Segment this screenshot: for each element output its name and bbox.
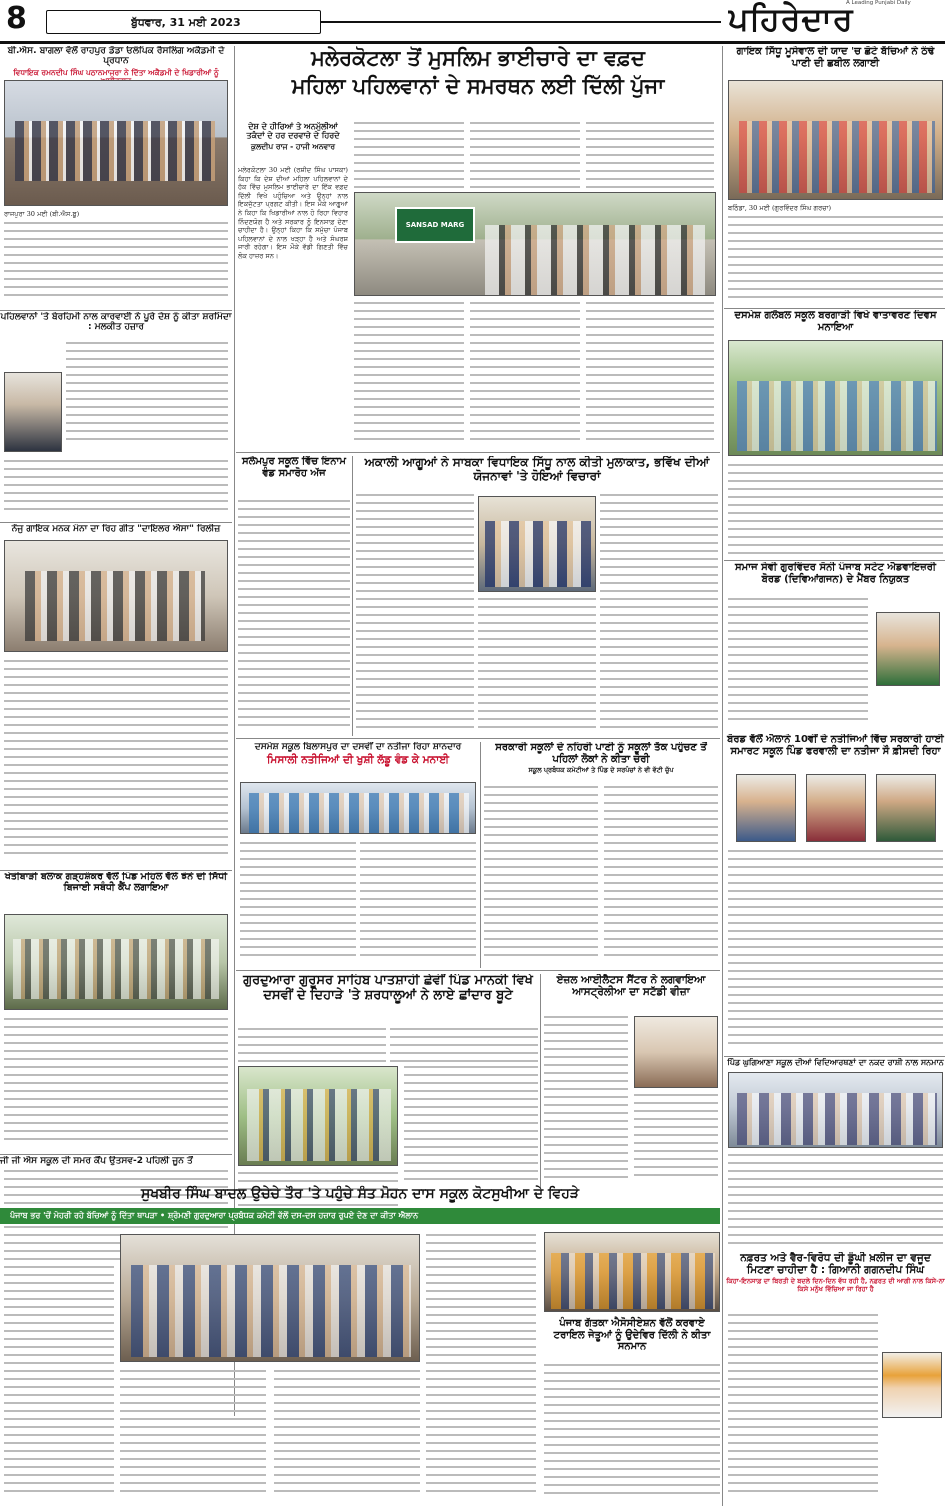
masthead (0, 0, 945, 44)
right-story-6 (726, 1252, 945, 1506)
lead-byline: ਕੁਲਦੀਪ ਰਾਜ - ਹਾਜੀ ਅਨਵਾਰ (250, 142, 336, 152)
left4-headline: ਖੇਤੀਬਾੜੀ ਬਲਾਕ ਗੜ੍ਹਸ਼ੰਕਰ ਵੱਲੋਂ ਪਿੰਡ ਮਹਿਲ ਵੱਲੇ ਝੋਨੇ ਦੀ ਸਿੱਧੀ ਬਿਜਾਈ ਸਬੰਧੀ ਕੈਂਪ ਲਗਾਇਆ (4, 872, 228, 893)
dashmesh-story (238, 742, 478, 968)
chhabil-children-photo (728, 80, 943, 200)
banner-sub-bar (0, 1208, 720, 1224)
akali-headline: ਅਕਾਲੀ ਆਗੂਆਂ ਨੇ ਸਾਬਕਾ ਵਿਧਾਇਕ ਸਿੱਧੂ ਨਾਲ ਕੀਤੀ ਮੁਲਾਕਾਤ, ਭਵਿੱਖ ਦੀਆਂ ਯੋਜਨਾਵਾਂ 'ਤੇ ਹੋਇਆਂ ਵਿਚਾਰਾਂ (364, 456, 710, 483)
visa-holder-photo (634, 1016, 718, 1088)
page-number: 8 (6, 2, 27, 36)
lead-headline-line2: ਮਹਿਲਾ ਪਹਿਲਵਾਨਾਂ ਦੇ ਸਮਰਥਨ ਲਈ ਦਿੱਲੀ ਪੁੱਜਾ (291, 74, 665, 99)
masthead-rule (321, 21, 721, 23)
lead-body: ਮਲੇਰਕੋਟਲਾ 30 ਮਈ (ਰਸ਼ੀਦ ਸਿੰਘ ਪਾਸਕਾ) ਕਿਹਾ ਕਿ ਦੇਸ਼ ਦੀਆਂ ਮਹਿਲਾ ਪਹਿਲਵਾਨਾਂ ਦੇ ਹੱਕ ਵਿੱਚ ਮੁਸਲਿਮ ਭਾਈਚਾਰੇ ਦਾ ਇੱਕ ਵਫ਼ਦ ਦਿੱਲੀ ਵਿਖੇ ਪਹੁੰਚਿਆ ਅਤੇ ਉਨ੍ਹਾਂ ਨਾਲ ਇਕਜੁੱਟਤਾ ਪ੍ਰਗਟ ਕੀਤੀ। ਇਸ ਮੌਕੇ ਆਗੂਆਂ ਨੇ ਕਿਹਾ ਕਿ ਖਿਡਾਰੀਆਂ ਨਾਲ ਹੋ ਰਿਹਾ ਵਿਹਾਰ ਨਿੰਦਣਯੋਗ ਹੈ ਅਤੇ ਸਰਕਾਰ ਨੂੰ ਇਨਸਾਫ਼ ਦੇਣਾ ਚਾਹੀਦਾ ਹੈ। ਉਨ੍ਹਾਂ ਕਿਹਾ ਕਿ ਸਮੁੱਚਾ ਪੰਜਾਬ ਪਹਿਲਵਾਨਾਂ ਦੇ ਨਾਲ ਖੜ੍ਹਾ ਹੈ ਅਤੇ ਸੰਘਰਸ਼ ਜਾਰੀ ਰਹੇਗਾ। ਇਸ ਮੌਕੇ ਵੱਡੀ ਗਿਣਤੀ ਵਿੱਚ ਲੋਕ ਹਾਜ਼ਰ ਸਨ। (238, 166, 348, 260)
right-story-4 (726, 734, 945, 1054)
left-story-1 (0, 46, 232, 308)
topper-photo-2 (806, 774, 866, 842)
right-story-5 (726, 1058, 945, 1250)
mid1-headline: ਸਲੇਮਪੁਰ ਸਕੂਲ ਵਿੱਚ ਇਨਾਮ ਵੰਡ ਸਮਾਰੋਹ ਅੱਜ (242, 456, 346, 479)
right-story-3 (726, 562, 945, 732)
right6-headline: ਨਫ਼ਰਤ ਅਤੇ ਵੈਰ-ਵਿਰੋਧ ਦੀ ਡੂੰਘੀ ਖ਼ਲੀਜ ਦਾ ਵਜੂਦ ਮਿਟਣਾ ਚਾਹੀਦਾ ਹੈ : ਗਿਆਨੀ ਗਗਨਦੀਪ ਸਿੰਘ (740, 1252, 931, 1277)
sukhbir-school-photo (120, 1234, 420, 1362)
date-bar (46, 10, 321, 34)
right1-headline: ਗਾਇਕ ਸਿੱਧੂ ਮੂਸੇਵਾਲ ਦੀ ਯਾਦ 'ਚ ਛੋਟੇ ਬੱਚਿਆਂ ਨੇ ਠੰਢੇ ਪਾਣੀ ਦੀ ਛਬੀਲ ਲਗਾਈ (736, 46, 935, 69)
gatka-story (544, 1230, 720, 1506)
singer-song-release-photo (4, 540, 228, 652)
giani-gagandeep-photo (882, 1352, 942, 1418)
date-text: ਬੁੱਧਵਾਰ, 31 ਮਈ 2023 (131, 16, 241, 29)
dashmesh-headline: ਦਸਮੇਸ਼ ਸਕੂਲ ਬਿਲਾਸਪੁਰ ਦਾ ਦਸਵੀਂ ਦਾ ਨਤੀਜਾ ਰਿਹਾ ਸ਼ਾਨਦਾਰ (254, 742, 462, 752)
banner-headline: ਸੁਖਬੀਰ ਸਿੰਘ ਬਾਦਲ ਉਚੇਚੇ ਤੌਰ 'ਤੇ ਪਹੁੰਚੇ ਸੰਤ ਮੋਹਨ ਦਾਸ ਸਕੂਲ ਕੋਟਸੁਖੀਆ ਦੇ ਵਿਹੜੇ (140, 1186, 580, 1202)
lead-sub-headline: ਦੇਸ਼ ਦੇ ਹੀਰਿਆਂ ਤੇ ਅਨਮੁੱਲੀਆਂ ਤਕੰਦਾਂ ਦੇ ਹਰ ਦਰਵਾਜ਼ੇ ਦੇ ਹਿਰਦੇ (246, 122, 340, 141)
left2-headline: ਪਹਿਲਵਾਨਾਂ 'ਤੇ ਬੇਰਹਿਮੀ ਨਾਲ ਕਾਰਵਾਈ ਨੇ ਪੂਰੇ ਦੇਸ਼ ਨੂੰ ਕੀਤਾ ਸ਼ਰਮਿੰਦਾ : ਮਲਕੀਤ ਹਜ਼ਾਰ (0, 312, 232, 333)
gatka-headline: ਪੰਜਾਬ ਗੱਤਕਾ ਐਸੋਸੀਏਸ਼ਨ ਵੱਲੋਂ ਕਰਵਾਏ ਟਰਾਇਲ ਜੇਤੂਆਂ ਨੂੰ ਉਦੇਵਿਰ ਦਿੱਲੀ ਨੇ ਕੀਤਾ ਸਨਮਾਨ (553, 1318, 711, 1352)
left1-body: ਰਾਜਪੁਰਾ 30 ਮਈ (ਬੀ.ਐਸ.ਬੂ) (4, 210, 80, 218)
left5-headline: ਜੀ ਜੀ ਐਸ ਸਕੂਲ ਦੀ ਸਮਰ ਕੈਂਪ ਉਤਸਵ-2 ਪਹਿਲੀ ਜੂਨ ਤੋਂ (0, 1156, 193, 1166)
left1-sub: ਵਿਧਾਇਕ ਰਮਨਦੀਪ ਸਿੰਘ ਪਠਾਨਮਾਜਰਾ ਨੇ ਦਿੱਤਾ ਅਕੈਡਮੀ ਦੇ ਖਿਡਾਰੀਆਂ ਨੂੰ (13, 67, 219, 77)
right-story-2-body (726, 462, 945, 558)
sukhbir-story (0, 1230, 540, 1506)
dashmesh-sub: ਮਿਸਾਲੀ ਨਤੀਜਿਆਂ ਦੀ ਖੁਸ਼ੀ ਲੱਡੂ ਵੰਡ ਕੇ ਮਨਾਈ (267, 754, 449, 767)
ghugiana-students-photo (728, 1072, 943, 1148)
schools-headline: ਸਰਕਾਰੀ ਸਕੂਲਾਂ ਦੇ ਨਹਿਰੀ ਪਾਣੀ ਨੂੰ ਸਕੂਲਾਂ ਤੱਕ ਪਹੁੰਚਣ ਤੋਂ ਪਹਿਲਾਂ ਲੋਕਾਂ ਨੇ ਕੀਤਾ ਚੋਰੀ (495, 742, 707, 765)
left-story-4 (0, 872, 232, 1152)
sansad-marg-sign (395, 207, 475, 243)
right-story-2 (726, 310, 945, 460)
farmers-camp-photo (4, 914, 228, 1010)
left-story-2 (0, 312, 232, 520)
sukhbir-banner (0, 1184, 720, 1228)
lead-story (238, 46, 718, 450)
right1-dateline: ਬਠਿੰਡਾ, 30 ਮਈ (ਗੁਰਵਿੰਦਰ ਸਿੰਘ ਗਰਚਾ) (728, 204, 832, 212)
topper-photo-3 (876, 774, 936, 842)
gatka-winners-photo (544, 1232, 720, 1312)
left-story-3 (0, 524, 232, 868)
sign-label: SANSAD MARG (405, 221, 465, 229)
right2-headline: ਦਸਮੇਸ਼ ਗਲੋਬਲ ਸਕੂਲ ਬਰਗਾੜੀ ਵਿਖੇ ਵਾਤਾਵਰਣ ਦਿਵਸ ਮਨਾਇਆ (734, 310, 937, 333)
gurdwara-headline: ਗੁਰਦੁਆਰਾ ਗੁਰੂਸਰ ਸਾਹਿਬ ਪਾਤਸ਼ਾਹੀ ਛੇਵੀਂ ਪਿੰਡ ਮਾਨਕੀ ਵਿਖੇ ਦਸਵੀਂ ਦੇ ਦਿਹਾੜੇ 'ਤੇ ਸ਼ਰਧਾਲੂਆਂ ਨੇ ਲਾਏ ਛਾਂਦਾਰ ਬੂਟੇ (243, 974, 533, 1003)
wrestlers-group-photo (4, 80, 228, 206)
right-story-1 (726, 46, 945, 306)
environment-day-photo (728, 340, 943, 456)
ielts-headline: ਏਜ਼ਲ ਆਈਲੈਟਸ ਸੈਂਟਰ ਨੇ ਲਗਵਾਇਆ ਆਸਟ੍ਰੇਲੀਆ ਦਾ ਸਟੱਡੀ ਵੀਜ਼ਾ (556, 974, 706, 999)
canal-water-story (484, 742, 718, 968)
right6-sub: ਕਿਹਾ-ਇਨਸਾਫ਼ ਦਾ ਬਿਰਤੀ ਦੇ ਬਦਲੇ ਦਿਨ-ਦਿਨ ਵੱਧ ਰਹੀ ਹੈ, ਨਫ਼ਰਤ ਦੀ ਆਗੀ ਨਾਲ ਕਿਸੇ-ਨਾ ਕਿਸੇ ਮਨੁੱਖ ਵਿੱਚਿਆ ਜਾ ਰਿਹਾ ਹੈ (726, 1277, 945, 1293)
ielts-story (544, 974, 718, 1188)
salempur-story (238, 456, 350, 736)
left1-headline: ਬੀ.ਐਸ. ਬਾਗਲਾ ਵੱਲੋਂ ਰਾਹਪੁਰ ਡੋਡਾ ਓਲੰਪਿਕ ਰੈਸਲਿੰਗ ਅਕੈਡਮੀ ਦੇ ਪ੍ਰਧਾਨ (7, 46, 225, 67)
delhi-delegation-photo (354, 192, 716, 296)
lead-deck (238, 122, 348, 152)
akali-story (356, 456, 718, 736)
akali-meeting-photo (478, 496, 596, 592)
lead-headline-line1: ਮਲੇਰਕੋਟਲਾ ਤੋਂ ਮੁਸਲਿਮ ਭਾਈਚਾਰੇ ਦਾ ਵਫ਼ਦ (311, 46, 645, 70)
tagline: A Leading Punjabi Daily (846, 0, 911, 6)
malkit-hazar-photo (4, 372, 62, 452)
right4-headline: ਬੋਰਡ ਵੱਲੋਂ ਐਲਾਨੇ 10ਵੀਂ ਦੇ ਨਤੀਜਿਆਂ ਵਿੱਚ ਸਰਕਾਰੀ ਹਾਈ ਸਮਾਰਟ ਸਕੂਲ ਪਿੰਡ ਫਰਵਾਲੀ ਦਾ ਨਤੀਜਾ ਸੌ ਫ਼ੀਸਦੀ ਰਿਹਾ (727, 734, 944, 757)
right3-headline: ਸਮਾਜ ਸੇਵੀ ਗੁਰਵਿੰਦਰ ਸੋਨੀ ਪੰਜਾਬ ਸਟੇਟ ਐਡਵਾਇਜ਼ਰੀ ਬੋਰਡ (ਦਿਵਿਆਂਗਜਨ) ਦੇ ਮੈਂਬਰ ਨਿਯੁਕਤ (735, 562, 936, 585)
banner-sub-text: ਪੰਜਾਬ ਭਰ 'ਚੋਂ ਮੋਹਰੀ ਰਹੇ ਬੱਚਿਆਂ ਨੂੰ ਦਿੱਤਾ ਥਾਪੜਾ • ਸ਼੍ਰੋਮਣੀ ਗੁਰਦੁਆਰਾ ਪ੍ਰਬੰਧਕ ਕਮੇਟੀ ਵੱਲੋਂ ਦਸ-ਦਸ ਹਜ਼ਾਰ ਰੁਪਏ ਦੇਣ ਦਾ ਕੀਤਾ ਐਲਾਨ (10, 1211, 419, 1220)
gurvinder-soni-photo (876, 612, 940, 686)
right5-headline: ਪਿੰਡ ਘੁਗਿਆਣਾ ਸਕੂਲ ਦੀਆਂ ਵਿਦਿਆਰਥਣਾਂ ਦਾ ਨਕਦ ਰਾਸ਼ੀ ਨਾਲ ਸਨਮਾਨ (727, 1058, 944, 1067)
paper-name: ਪਹਿਰੇਦਾਰ (728, 1, 854, 38)
topper-photo-1 (736, 774, 796, 842)
tree-planting-photo (238, 1066, 398, 1166)
left3-headline: ਨੌਜੁ ਗਾਇਕ ਮਨਕ ਮੰਨਾ ਦਾ ਰਿਹ ਗੀਤ "ਦਾਇਲਰ ਐਸਾ" ਰਿਲੀਜ਼ (11, 524, 221, 534)
schools-sub: ਸਕੂਲ ਪ੍ਰਬੰਧਕ ਕਮੇਟੀਆਂ ਤੇ ਪਿੰਡ ਦੇ ਸਰਪੰਚਾਂ ਨੇ ਵੀ ਵੱਟੀ ਚੁੱਪ (528, 766, 674, 774)
dashmesh-students-photo (240, 782, 476, 834)
